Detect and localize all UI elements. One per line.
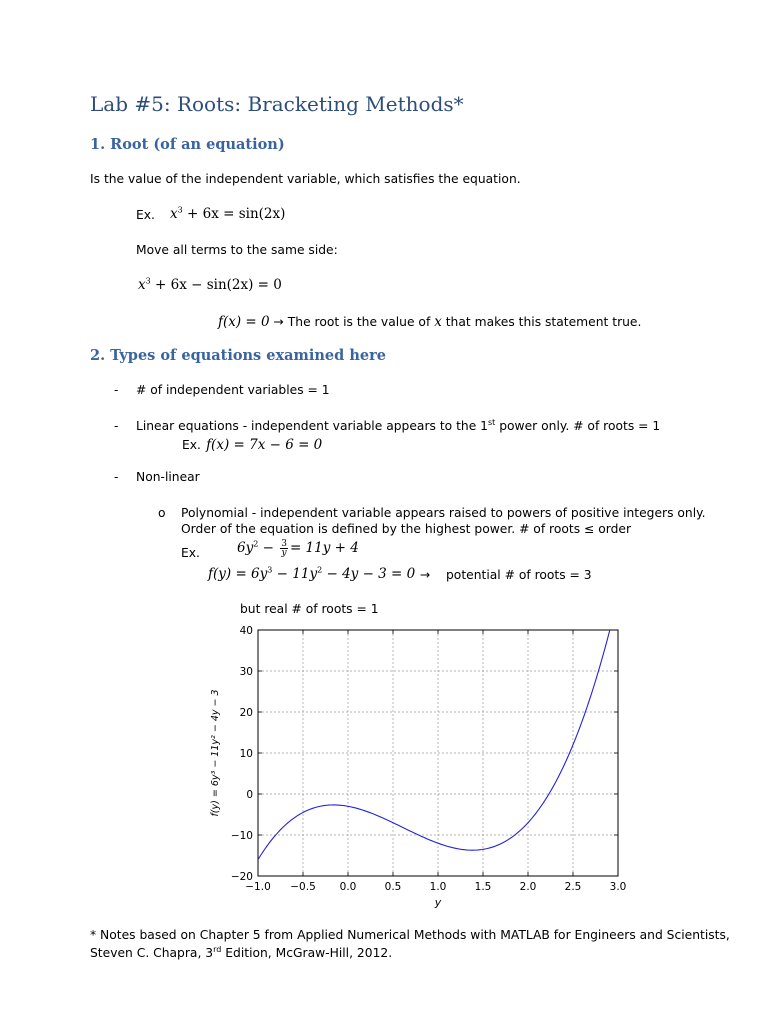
polynomial-line2: Order of the equation is defined by the highest power. # of roots ≤ order [181, 522, 632, 536]
moved-equation: $x^3 + 6x - \sin(2x) = 0$ [138, 276, 282, 293]
polynomial-example-label: Ex. [181, 546, 200, 560]
list-item-nonlinear: Non-linear [136, 470, 200, 484]
y-tick-label: 30 [239, 666, 253, 678]
x-tick-label: −1.0 [245, 881, 271, 893]
list-dash: - [114, 470, 119, 484]
x-tick-label: 1.0 [429, 881, 447, 893]
potential-roots: potential # of roots = 3 [446, 568, 592, 582]
y-tick-label: 10 [239, 748, 253, 760]
sub-bullet: o [158, 506, 166, 520]
x-tick-label: 2.0 [519, 881, 537, 893]
example-equation: $x^3 + 6x = \sin(2x)$ [170, 205, 286, 222]
polynomial-equation: $6y^2$ − $\frac{3}{y}$ = 11y + 4 [237, 539, 359, 558]
page-title: Lab #5: Roots: Bracketing Methods* [90, 92, 464, 116]
x-tick-label: 0.0 [339, 881, 357, 893]
move-terms-text: Move all terms to the same side: [136, 243, 338, 257]
list-item-linear: Linear equations - independent variable appears to the 1st power only. # of roots = 1 [136, 417, 661, 433]
example-label: Ex. [136, 208, 155, 222]
y-tick-label: −10 [230, 830, 253, 842]
section1-heading: 1. Root (of an equation) [90, 136, 285, 153]
y-axis-label: f(y) = 6y³ − 11y² − 4y − 3 [210, 689, 221, 817]
footnote-line1: * Notes based on Chapter 5 from Applied Numerical Methods with MATLAB for Engineers and Scientists, [90, 928, 730, 942]
polynomial-function: $f(y) = 6y^3 - 11y^2 - 4y - 3 = 0$ [208, 565, 416, 582]
x-tick-label: 0.5 [384, 881, 402, 893]
series-line [258, 626, 611, 859]
x-tick-label: 2.5 [564, 881, 582, 893]
section2-heading: 2. Types of equations examined here [90, 347, 386, 364]
y-tick-label: 20 [239, 707, 253, 719]
y-tick-label: 0 [246, 789, 253, 801]
y-tick-label: −20 [230, 871, 253, 883]
footnote-line2: Steven C. Chapra, 3rd Edition, McGraw-Hill, 2012. [90, 944, 393, 960]
root-statement: f(x) = 0 → The root is the value of x that makes this statement true. [218, 314, 642, 330]
list-dash: - [114, 419, 119, 433]
linear-example: Ex. f(x) = 7x − 6 = 0 [182, 437, 323, 453]
arrow-icon: → [420, 568, 431, 582]
root-definition: Is the value of the independent variable, which satisfies the equation. [90, 172, 521, 186]
x-axis-label: y [434, 896, 442, 909]
polynomial-line1: Polynomial - independent variable appears raised to powers of positive integers only. [181, 506, 706, 520]
real-roots: but real # of roots = 1 [240, 602, 379, 616]
list-dash: - [114, 383, 119, 397]
x-tick-label: −0.5 [290, 881, 316, 893]
x-tick-label: 1.5 [474, 881, 492, 893]
list-item-variables: # of independent variables = 1 [136, 383, 330, 397]
y-tick-label: 40 [239, 625, 253, 637]
polynomial-plot [200, 618, 640, 913]
x-tick-label: 3.0 [609, 881, 627, 893]
